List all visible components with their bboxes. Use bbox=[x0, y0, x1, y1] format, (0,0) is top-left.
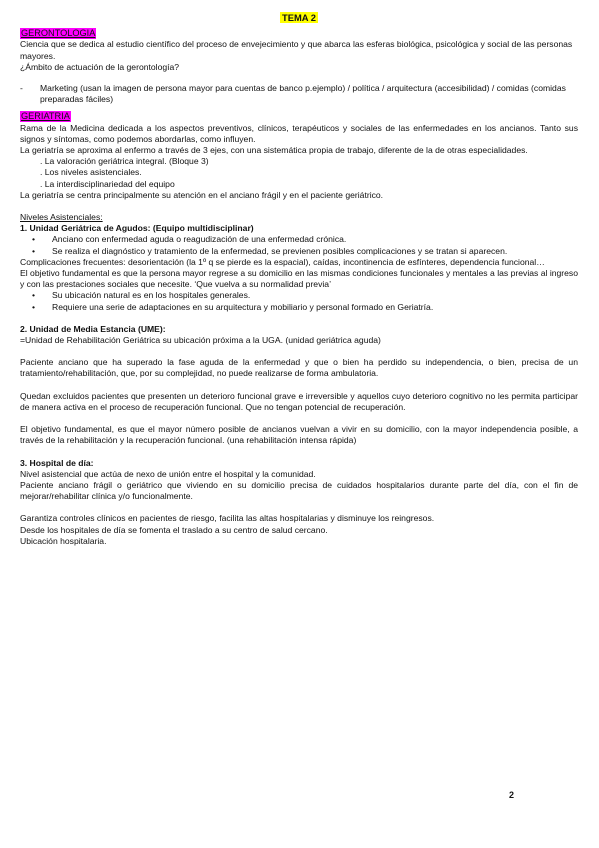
ume-heading: 2. Unidad de Media Estancia (UME): bbox=[20, 323, 166, 334]
geriatria-axis-item: . La valoración geriátrica integral. (Bloque 3) bbox=[40, 156, 209, 167]
section-niveles bbox=[20, 212, 578, 547]
gerontologia-scope-item bbox=[20, 83, 578, 105]
niveles-heading: Niveles Asistenciales: bbox=[20, 212, 103, 223]
section-gerontologia bbox=[20, 28, 578, 105]
page-number: 2 bbox=[509, 790, 515, 800]
uga-bullet-text: Anciano con enfermedad aguda o reagudización de una enfermedad crónica. bbox=[52, 234, 347, 245]
list-item bbox=[20, 290, 578, 301]
gerontologia-definition: Ciencia que se dedica al estudio científico del proceso de envejecimiento y que abarca las esferas biológica, psicológica y social de las personas mayores. bbox=[20, 39, 573, 61]
list-item bbox=[20, 246, 578, 257]
dash-marker: - bbox=[20, 83, 23, 94]
hdd-patient: Paciente anciano frágil o geriátrico que viviendo en su domicilio precisa de cuidados hospitalarios durante parte del día, con el fin de mejorar/rehabilitar clínica y/o funcionalmente. bbox=[20, 479, 578, 502]
gerontologia-heading: GERONTOLOGIA bbox=[21, 28, 96, 39]
hdd-transfer: Desde los hospitales de día se fomenta el traslado a su centro de salud cercano. bbox=[20, 524, 328, 535]
geriatria-focus: La geriatría se centra principalmente su atención en el anciano frágil y en el paciente geriátrico. bbox=[20, 189, 384, 200]
title-block bbox=[20, 12, 578, 24]
list-item bbox=[20, 234, 578, 245]
gerontologia-question: ¿Ámbito de actuación de la gerontología? bbox=[20, 61, 180, 72]
uga-objective: El objetivo fundamental es que la persona mayor regrese a su domicilio en las mismas condiciones funcionales y mentales a las previas al ingreso y con las prestaciones sociales que necesite. ‘Que vuelva a su normalidad previa’ bbox=[20, 268, 578, 290]
bullet-marker: • bbox=[32, 245, 36, 256]
bullet-marker: • bbox=[32, 290, 36, 301]
uga-bullet-text: Su ubicación natural es en los hospitales generales. bbox=[52, 290, 251, 301]
uga-bullet-text: Se realiza el diagnóstico y tratamiento de la enfermedad, se previenen posibles complicaciones y se tratan si aparecen. bbox=[52, 245, 508, 256]
bullet-marker: • bbox=[32, 301, 36, 312]
geriatria-approach: La geriatría se aproxima al enfermo a través de 3 ejes, con una sistemática propia de trabajo, diferente de la de otras especialidades. bbox=[20, 145, 528, 156]
document-page bbox=[20, 12, 578, 547]
hdd-guarantees: Garantiza controles clínicos en pacientes de riesgo, facilita las altas hospitalarias y disminuye los reingresos. bbox=[20, 513, 435, 524]
section-geriatria bbox=[20, 111, 578, 201]
uga-heading: 1. Unidad Geriátrica de Agudos: (Equipo multidisciplinar) bbox=[20, 223, 254, 234]
hdd-definition: Nivel asistencial que actúa de nexo de unión entre el hospital y la comunidad. bbox=[20, 468, 316, 479]
ume-definition: =Unidad de Rehabilitación Geriátrica su ubicación próxima a la UGA. (unidad geriátrica aguda) bbox=[20, 335, 381, 346]
geriatria-definition: Rama de la Medicina dedicada a los aspectos preventivos, clínicos, terapéuticos y sociales de las enfermedades en los ancianos. Tanto sus signos y síntomas, como podemos abordarlas, como influyen. bbox=[20, 122, 578, 144]
ume-patient: Paciente anciano que ha superado la fase aguda de la enfermedad y que o bien ha perdido su independencia, o bien, precisa de un tratamiento/rehabilitación, que, por su complejidad, no puede realizarse de forma ambulatoria. bbox=[20, 357, 578, 379]
list-item bbox=[20, 302, 578, 313]
uga-bullet-text: Requiere una serie de adaptaciones en su arquitectura y mobiliario y personal formado en Geriatría. bbox=[52, 301, 434, 312]
geriatria-axis-item: . Los niveles asistenciales. bbox=[40, 167, 142, 178]
hdd-location: Ubicación hospitalaria. bbox=[20, 535, 107, 546]
geriatria-axis-item: . La interdisciplinariedad del equipo bbox=[40, 178, 175, 189]
hdd-heading: 3. Hospital de día: bbox=[20, 457, 94, 468]
ume-exclusions: Quedan excluidos pacientes que presenten un deterioro funcional grave e irreversible y aquellos cuyo deterioro cognitivo no les permita participar de manera activa en el proceso de recuperación funcional. Que no tengan potencial de recuperación. bbox=[20, 390, 578, 412]
ume-objective: El objetivo fundamental, es que el mayor número posible de ancianos vuelvan a vivir en su domicilio, con la mayor independencia posible, a través de la rehabilitación y la recuperación funcional. (una rehabilitación intensa rápida) bbox=[20, 424, 578, 446]
document-title: TEMA 2 bbox=[281, 12, 317, 23]
geriatria-heading: GERIATRIA bbox=[21, 111, 70, 122]
gerontologia-scope-text: Marketing (usan la imagen de persona mayor para cuentas de banco p.ejemplo) / política / arquitectura (accesibilidad) / comidas (comidas preparadas fáciles) bbox=[40, 83, 566, 105]
uga-complications: Complicaciones frecuentes: desorientación (la 1º q se pierde es la espacial), caídas, incontinencia de esfínteres, dependencia funcional… bbox=[20, 256, 545, 267]
bullet-marker: • bbox=[32, 234, 36, 245]
